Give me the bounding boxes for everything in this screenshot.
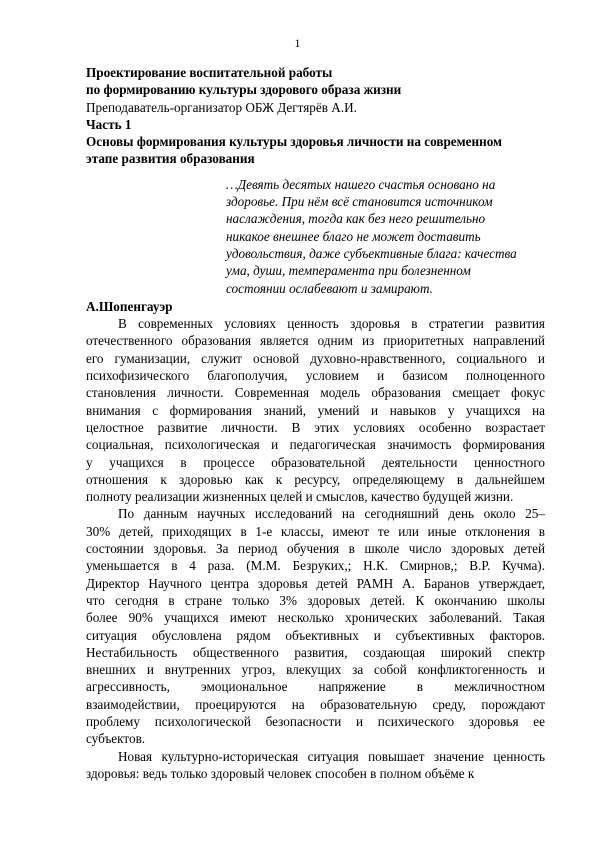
- epigraph-author: А.Шопенгауэр: [86, 298, 173, 314]
- paragraph-line: ситуация обусловлена рядом объективных и субъективных факторов.: [86, 627, 545, 643]
- paragraph-line: состоянии здоровья. За период обучения в школе число здоровых детей: [86, 541, 545, 557]
- epigraph: [226, 176, 545, 297]
- section-heading-line-1: Основы формирования культуры здоровья личности на современном: [86, 134, 503, 150]
- paragraph-line: социальная, психологическая и педагогическая значимость формирования: [86, 437, 545, 453]
- epigraph-line: ума, души, темперамента при болезненном: [226, 263, 471, 279]
- paragraph-line: субъектов.: [86, 731, 146, 747]
- paragraph-line: отношения к здоровью как к ресурсу, определяющему в дальнейшем: [86, 471, 545, 487]
- paragraph-line: Нестабильность общественного развития, создающая широкий спектр: [86, 644, 545, 660]
- paragraph-line: По данным научных исследований на сегодняшний день около 25–: [118, 506, 545, 522]
- paragraph-line: агрессивность, эмоциональное напряжение в межличностном: [86, 679, 545, 695]
- paragraph-line: взаимодействии, проецируются на образовательную среду, порождают: [86, 696, 545, 712]
- epigraph-line: здоровье. При нём всё становится источником: [226, 194, 493, 210]
- paragraph-line: психофизического благополучия, условием и базисом полноценного: [86, 368, 545, 384]
- epigraph-line: …Девять десятых нашего счастья основано на: [226, 176, 496, 192]
- author-line: Преподаватель-организатор ОБЖ Дегтярёв А.И.: [86, 99, 357, 115]
- title-line-2: по формированию культуры здорового образа жизни: [86, 82, 402, 98]
- epigraph-line: состоянии ослабевают и замирают.: [226, 280, 433, 296]
- title-line-1: Проектирование воспитательной работы: [86, 65, 333, 80]
- page-number: 1: [294, 36, 301, 50]
- paragraph-line: внешних и внутренних угроз, влекущих за собой конфликтогенность и: [86, 662, 545, 678]
- paragraph-line: у учащихся в процессе образовательной деятельности ценностного: [86, 454, 545, 470]
- paragraph-1: [86, 315, 545, 505]
- epigraph-line: наслаждения, тогда как без него решительно: [226, 211, 486, 227]
- paragraph-3: [86, 748, 545, 783]
- section-heading-line-2: этапе развития образования: [86, 151, 255, 167]
- epigraph-line: никакое внешнее благо не может доставить: [226, 228, 481, 244]
- epigraph-line: удовольствия, даже субъективные блага: качества: [226, 245, 517, 261]
- paragraph-line: проблему психологической безопасности и психического здоровья ее: [86, 713, 545, 729]
- paragraph-line: полноту реализации жизненных целей и смыслов, качество будущей жизни.: [86, 489, 514, 505]
- paragraph-line: отечественного образования является одним из приоритетных направлений: [86, 333, 545, 349]
- paragraph-line: более 90% учащихся имеют несколько хронических заболеваний. Такая: [86, 610, 545, 626]
- paragraph-line: 30% детей, приходящих в 1-е классы, имеют те или иные отклонения в: [86, 523, 545, 539]
- document-body: [86, 64, 545, 782]
- part-heading: Часть 1: [86, 116, 132, 132]
- paragraph-2: [86, 505, 545, 747]
- paragraph-line: Директор Научного центра здоровья детей РАМН А. Баранов утверждает,: [86, 575, 545, 591]
- paragraph-line: что сегодня в стране только 3% здоровых детей. К окончанию школы: [86, 592, 545, 608]
- paragraph-line: здоровья: ведь только здоровый человек способен в полном объёме к: [86, 765, 475, 781]
- paragraph-line: его гуманизации, служит основой духовно-нравственного, социального и: [86, 350, 545, 366]
- paragraph-line: становления личности. Современная модель образования смещает фокус: [86, 385, 545, 401]
- paragraph-line: внимания с формирования знаний, умений и навыков у учащихся на: [86, 402, 545, 418]
- paragraph-line: Новая культурно-историческая ситуация повышает значение ценность: [118, 748, 545, 764]
- paragraph-line: В современных условиях ценность здоровья в стратегии развития: [118, 316, 545, 332]
- paragraph-line: целостное развитие личности. В этих условиях особенно возрастает: [86, 419, 545, 435]
- paragraph-line: уменьшается в 4 раза. (М.М. Безруких,; Н.К. Смирнов,; В.Р. Кучма).: [86, 558, 545, 574]
